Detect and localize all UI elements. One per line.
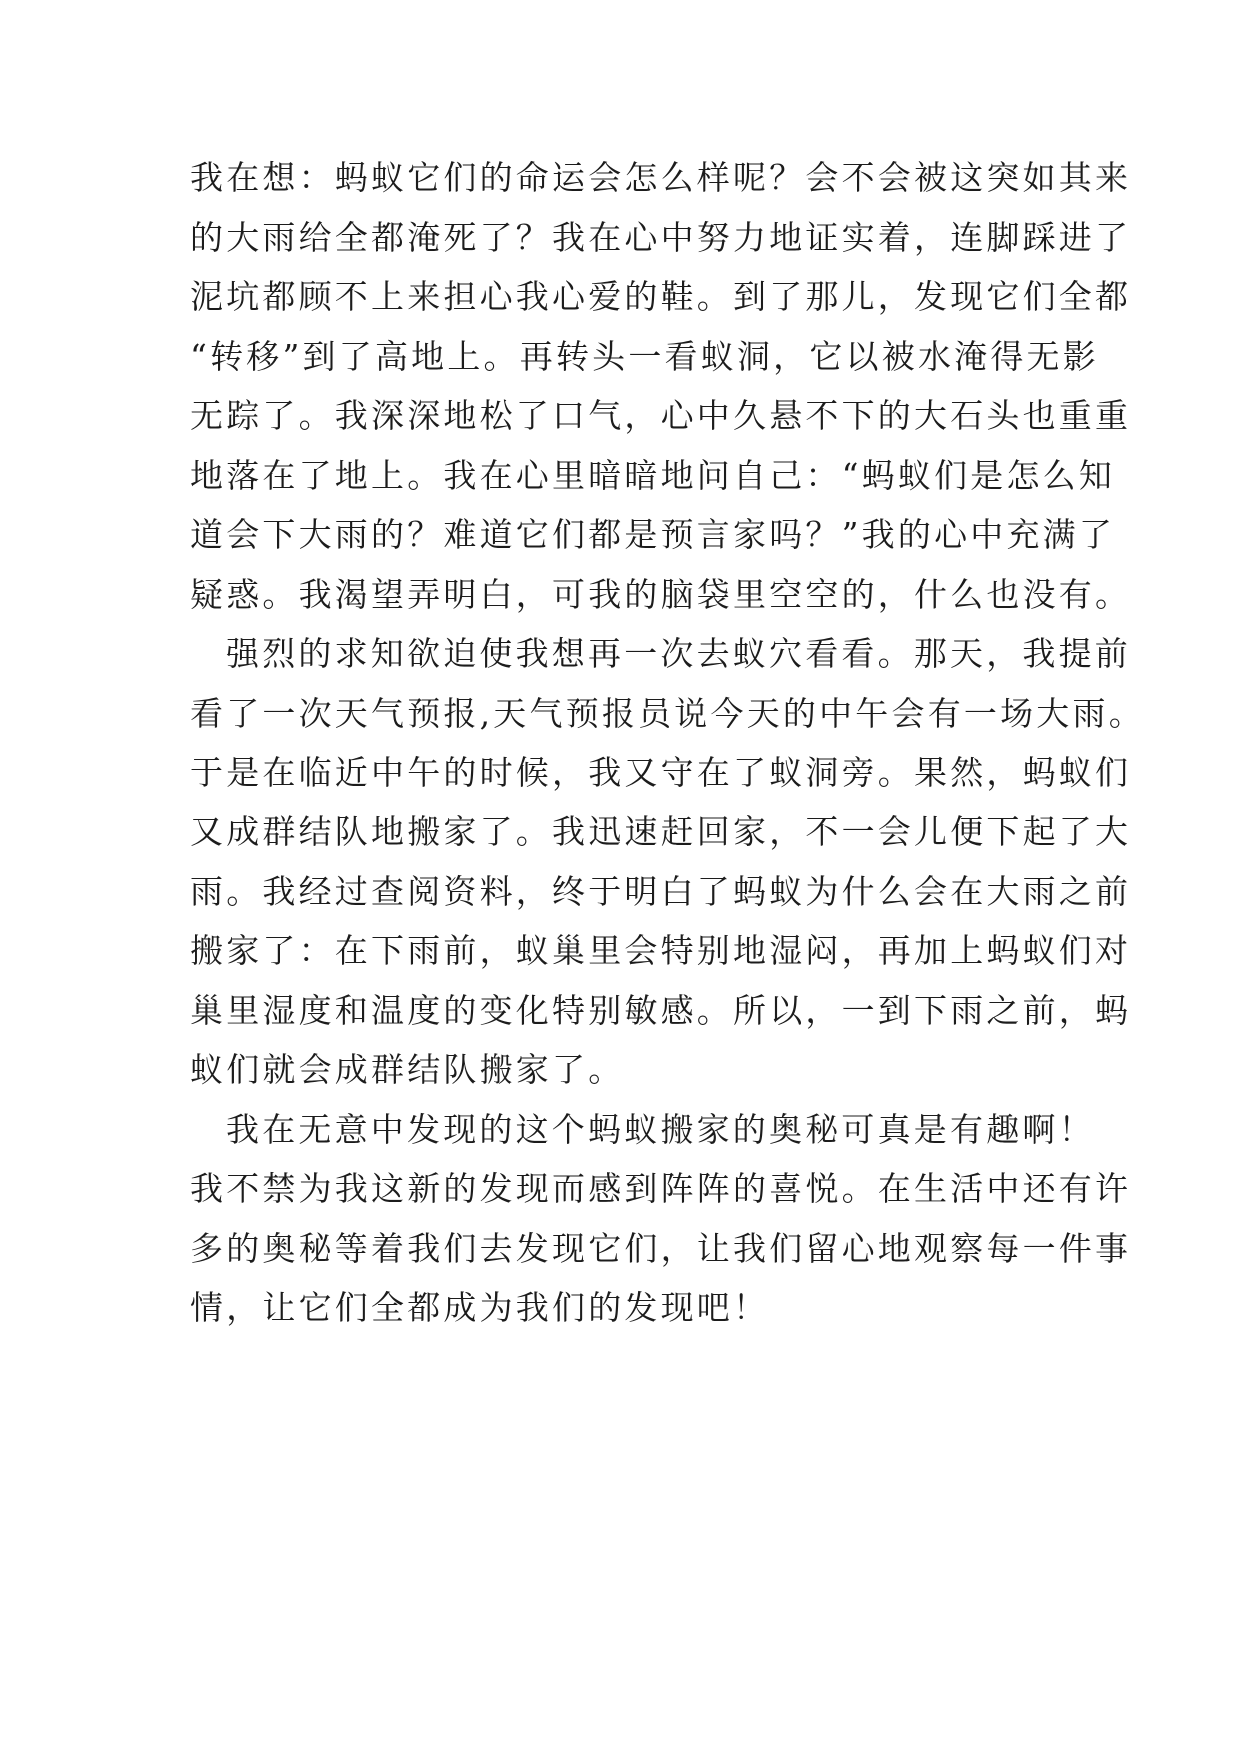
text-line: 于是在临近中午的时候，我又守在了蚁洞旁。果然，蚂蚁们 bbox=[190, 753, 1132, 792]
text-line: 多的奥秘等着我们去发现它们，让我们留心地观察每一件事 bbox=[190, 1229, 1132, 1268]
text-line: 雨。我经过查阅资料，终于明白了蚂蚁为什么会在大雨之前 bbox=[190, 872, 1132, 911]
text-line: 无踪了。我深深地松了口气，心中久悬不下的大石头也重重 bbox=[190, 396, 1132, 435]
text-line: 泥坑都顾不上来担心我心爱的鞋。到了那儿，发现它们全都 bbox=[190, 277, 1132, 316]
text-line: 巢里湿度和温度的变化特别敏感。所以，一到下雨之前，蚂 bbox=[190, 991, 1132, 1030]
text-line: 又成群结队地搬家了。我迅速赶回家，不一会儿便下起了大 bbox=[190, 812, 1132, 851]
text-line: 看了一次天气预报,天气预报员说今天的中午会有一场大雨。 bbox=[190, 694, 1145, 733]
text-line: 地落在了地上。我在心里暗暗地问自己：“蚂蚁们是怎么知 bbox=[190, 456, 1116, 495]
text-line: 的大雨给全都淹死了？我在心中努力地证实着，连脚踩进了 bbox=[190, 218, 1132, 257]
text-line: 搬家了：在下雨前，蚁巢里会特别地湿闷，再加上蚂蚁们对 bbox=[190, 931, 1132, 970]
text-line: “转移”到了高地上。再转头一看蚁洞，它以被水淹得无影 bbox=[190, 337, 1099, 376]
text-line: 我在想：蚂蚁它们的命运会怎么样呢？会不会被这突如其来 bbox=[190, 158, 1132, 197]
text-line: 道会下大雨的？难道它们都是预言家吗？”我的心中充满了 bbox=[190, 515, 1116, 554]
paragraph-start-line: 我在无意中发现的这个蚂蚁搬家的奥秘可真是有趣啊！ bbox=[226, 1110, 1095, 1149]
text-line: 我不禁为我这新的发现而感到阵阵的喜悦。在生活中还有许 bbox=[190, 1169, 1132, 1208]
text-line: 情，让它们全都成为我们的发现吧！ bbox=[190, 1288, 770, 1327]
paragraph-start-line: 强烈的求知欲迫使我想再一次去蚁穴看看。那天，我提前 bbox=[226, 634, 1131, 673]
text-line: 疑惑。我渴望弄明白，可我的脑袋里空空的，什么也没有。 bbox=[190, 575, 1132, 614]
text-line: 蚁们就会成群结队搬家了。 bbox=[190, 1050, 625, 1089]
